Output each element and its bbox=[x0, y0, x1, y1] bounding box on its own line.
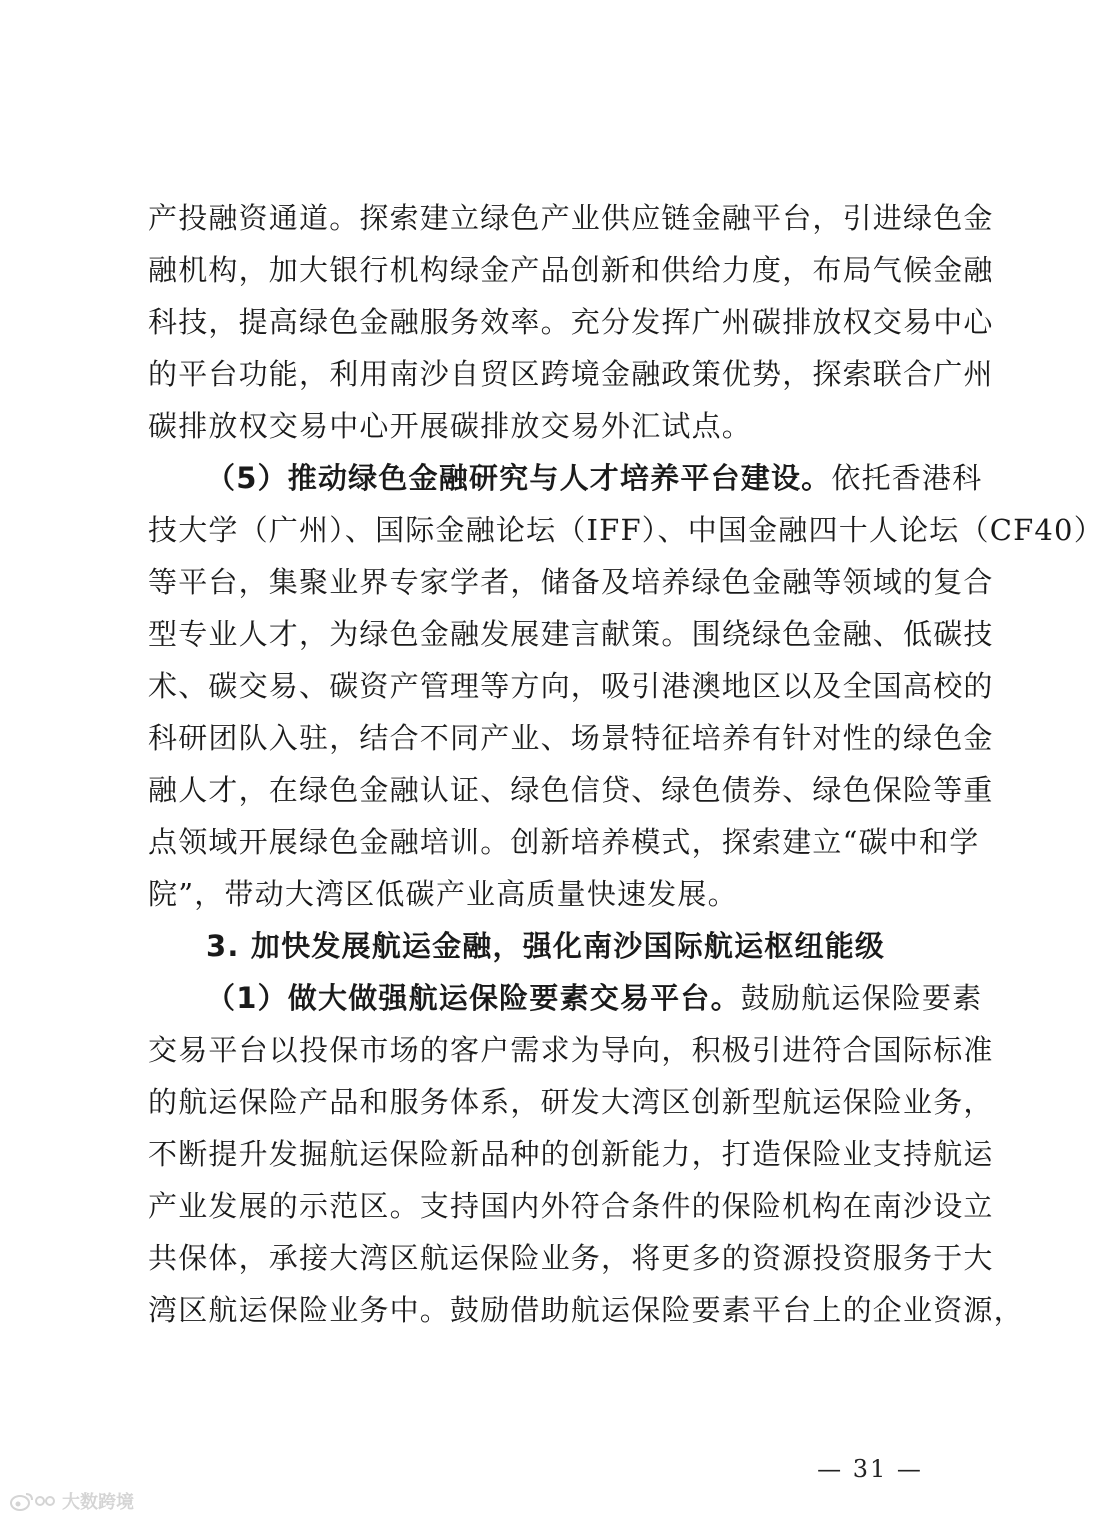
text-line: 的航运保险产品和服务体系，研发大湾区创新型航运保险业务， bbox=[148, 1085, 994, 1119]
text-line: 产投融资通道。探索建立绿色产业供应链金融平台，引进绿色金 bbox=[148, 201, 994, 235]
text-line: 院”，带动大湾区低碳产业高质量快速发展。 bbox=[148, 877, 738, 911]
watermark-text: 大数跨境 bbox=[62, 1492, 134, 1513]
text-line: 型专业人才，为绿色金融发展建言献策。围绕绿色金融、低碳技 bbox=[148, 617, 994, 651]
text-line: 碳排放权交易中心开展碳排放交易外汇试点。 bbox=[148, 409, 753, 443]
page-number: — 31 — bbox=[817, 1455, 923, 1483]
text-line: 融机构，加大银行机构绿金产品创新和供给力度，布局气候金融 bbox=[148, 253, 994, 287]
paragraph-text: 鼓励航运保险要素 bbox=[740, 981, 983, 1015]
text-line: 等平台，集聚业界专家学者，储备及培养绿色金融等领域的复合 bbox=[148, 565, 994, 599]
text-line: 科研团队入驻，结合不同产业、场景特征培养有针对性的绿色金 bbox=[148, 721, 994, 755]
paragraph-text: 依托香港科 bbox=[831, 461, 983, 495]
paragraph-heading: （1）做大做强航运保险要素交易平台。 bbox=[206, 981, 741, 1015]
watermark bbox=[8, 1488, 134, 1514]
section-heading-block bbox=[148, 920, 948, 972]
text-line bbox=[148, 972, 983, 1024]
text-line: 产业发展的示范区。支持国内外符合条件的保险机构在南沙设立 bbox=[148, 1189, 994, 1223]
text-line: 点领域开展绿色金融培训。创新培养模式，探索建立“碳中和学 bbox=[148, 825, 980, 859]
text-line: 科技，提高绿色金融服务效率。充分发挥广州碳排放权交易中心 bbox=[148, 305, 994, 339]
paragraph-2 bbox=[148, 452, 1104, 920]
text-line: 不断提升发掘航运保险新品种的创新能力，打造保险业支持航运 bbox=[148, 1137, 994, 1171]
text-line: 湾区航运保险业务中。鼓励借助航运保险要素平台上的企业资源， bbox=[148, 1293, 1024, 1327]
paragraph-3 bbox=[148, 972, 1024, 1336]
paragraph-1 bbox=[148, 192, 994, 452]
text-line: 交易平台以投保市场的客户需求为导向，积极引进符合国际标准 bbox=[148, 1033, 994, 1067]
paragraph-heading: （5）推动绿色金融研究与人才培养平台建设。 bbox=[206, 461, 832, 495]
text-line: 融人才，在绿色金融认证、绿色信贷、绿色债券、绿色保险等重 bbox=[148, 773, 994, 807]
weibo-logo-icon bbox=[8, 1489, 56, 1513]
text-line: 共保体，承接大湾区航运保险业务，将更多的资源投资服务于大 bbox=[148, 1241, 994, 1275]
section-heading: 3. 加快发展航运金融，强化南沙国际航运枢纽能级 bbox=[206, 929, 886, 963]
text-line: 技大学（广州）、国际金融论坛（IFF）、中国金融四十人论坛（CF40） bbox=[148, 513, 1104, 547]
text-line: 的平台功能，利用南沙自贸区跨境金融政策优势，探索联合广州 bbox=[148, 357, 994, 391]
text-line: 术、碳交易、碳资产管理等方向，吸引港澳地区以及全国高校的 bbox=[148, 669, 994, 703]
text-line bbox=[148, 452, 983, 504]
